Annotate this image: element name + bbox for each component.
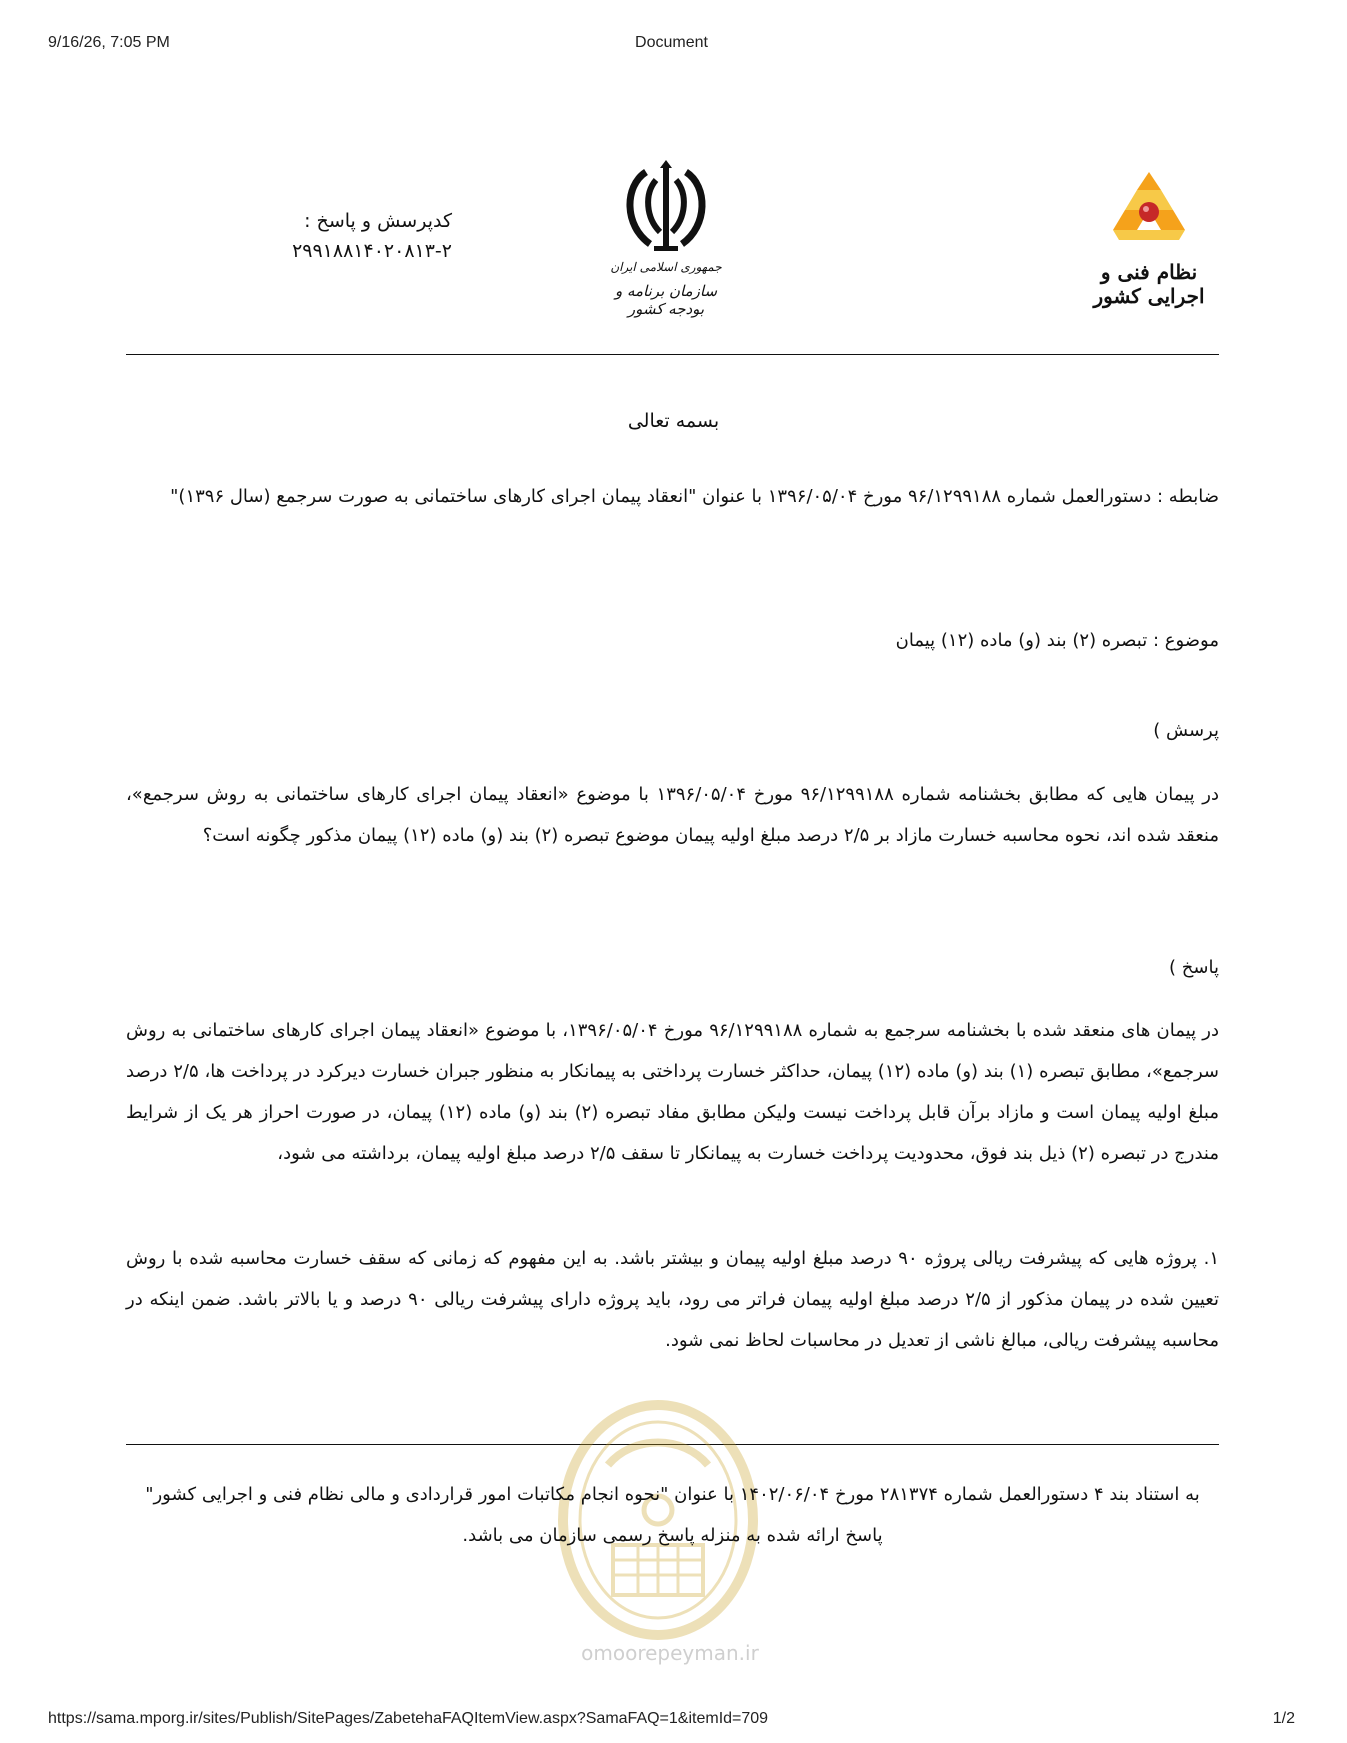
footnote-text: به استناد بند ۴ دستورالعمل شماره ۲۸۱۳۷۴ مورخ ۱۴۰۲/۰۶/۰۴ با عنوان "نحوه انجام مکاتبات امور قراردادی و مالی نظام فنی و اجرایی کشور" پاسخ ارائه شده به منزله پاسخ رسمی سازمان می باشد. [145, 1484, 1200, 1546]
question-section [126, 774, 1219, 856]
print-title: Document [635, 34, 708, 51]
answer-heading-section [126, 947, 1219, 988]
answer-item-1: ۱. پروژه هایی که پیشرفت ریالی پروژه ۹۰ درصد مبلغ اولیه پیمان و بیشتر باشد. به این مفهوم که زمانی که سقف خسارت محاسبه شده با روش تعیین شده در پیمان مذکور از ۲/۵ درصد مبلغ اولیه پیمان فراتر می رود، باید پروژه دارای پیشرفت ریالی ۹۰ درصد و یا بالاتر باشد. ضمن اینکه در محاسبه پیشرفت ریالی، مبالغ ناشی از تعدیل در محاسبات لحاظ نمی شود. [126, 1248, 1219, 1351]
answer-item-section [126, 1238, 1219, 1361]
subject-section [126, 620, 1219, 661]
technical-system-logo [1079, 168, 1219, 308]
print-timestamp: 9/16/26, 7:05 PM [48, 34, 170, 51]
answer-section [126, 1010, 1219, 1174]
qa-code-value: ۲۹۹۱۸۸۱۴۰۲۰۸۱۳-۲ [292, 240, 452, 262]
question-text: در پیمان هایی که مطابق بخشنامه شماره ۹۶/۱۲۹۹۱۸۸ مورخ ۱۳۹۶/۰۵/۰۴ با موضوع «انعقاد پیمان اجرای کارهای ساختمانی به روش سرجمع»، منعقد شده اند، نحوه محاسبه خسارت مازاد بر ۲/۵ درصد مبلغ اولیه پیمان موضوع تبصره (۲) بند (و) ماده (۱۲) پیمان مذکور چگونه است؟ [126, 784, 1219, 846]
question-heading-section [126, 710, 1219, 751]
emblem-caption-country: جمهوری اسلامی ایران [610, 260, 722, 274]
regulation-section [126, 476, 1219, 517]
header-divider [126, 354, 1219, 355]
print-page-number: 1/2 [1272, 1710, 1295, 1727]
regulation-text: ضابطه : دستورالعمل شماره ۹۶/۱۲۹۹۱۸۸ مورخ ۱۳۹۶/۰۵/۰۴ با عنوان "انعقاد پیمان اجرای کارهای ساختمانی به صورت سرجمع (سال ۱۳۹۶)" [170, 486, 1219, 507]
cube-logo-icon [1099, 168, 1199, 248]
basmala: بسمه تعالی [627, 410, 720, 432]
qa-code-block [242, 206, 452, 266]
watermark-site: omoorepeyman.ir [581, 1641, 759, 1665]
logo-caption: نظام فنی و اجرایی کشور [1093, 260, 1205, 308]
emblem-caption-organization: سازمان برنامه و بودجه کشور [614, 282, 718, 318]
letterhead [126, 150, 1219, 320]
question-heading: پرسش ) [1153, 720, 1219, 741]
print-footer [48, 1710, 1295, 1732]
footnote-section [126, 1474, 1219, 1556]
qa-code-label: کدپرسش و پاسخ : [304, 210, 452, 232]
iran-emblem [596, 160, 736, 318]
print-header [48, 34, 1295, 56]
iran-emblem-icon [616, 160, 716, 256]
print-url[interactable]: https://sama.mporg.ir/sites/Publish/SitePages/ZabetehaFAQItemView.aspx?SamaFAQ=1&itemId=709 [48, 1710, 769, 1727]
subject-text: موضوع : تبصره (۲) بند (و) ماده (۱۲) پیمان [895, 630, 1219, 651]
answer-text: در پیمان های منعقد شده با بخشنامه سرجمع به شماره ۹۶/۱۲۹۹۱۸۸ مورخ ۱۳۹۶/۰۵/۰۴، با موضوع «انعقاد پیمان اجرای کارهای ساختمانی به روش سرجمع»، مطابق تبصره (۱) بند (و) ماده (۱۲) پیمان، حداکثر خسارت پرداختی به پیمانکار به منظور جبران خسارت دیرکرد در پرداخت ها، ۲/۵ درصد مبلغ اولیه پیمان است و مازاد برآن قابل پرداخت نیست ولیکن مطابق مفاد تبصره (۲) بند (و) ماده (۱۲) پیمان، در صورت احراز هر یک از شرایط مندرج در تبصره (۲) ذیل بند فوق، محدودیت پرداخت خسارت به پیمانکار تا سقف ۲/۵ درصد مبلغ اولیه پیمان، برداشته می شود، [126, 1020, 1219, 1164]
answer-heading: پاسخ ) [1169, 957, 1219, 978]
